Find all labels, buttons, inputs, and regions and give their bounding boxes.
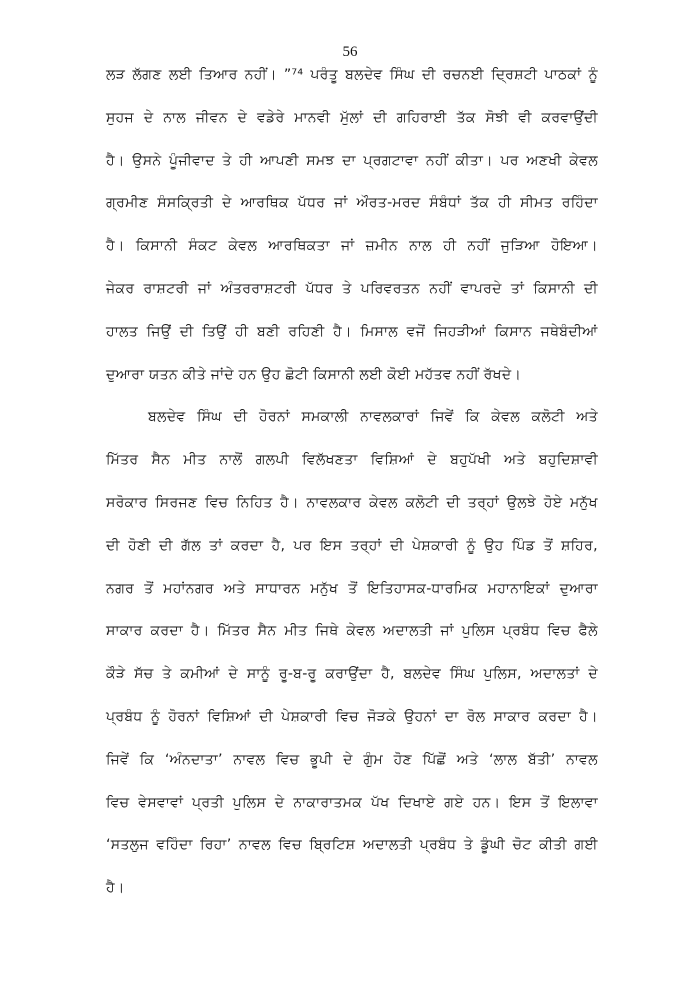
text-line: ਦੀ ਹੋਣੀ ਦੀ ਗੱਲ ਤਾਂ ਕਰਦਾ ਹੈ, ਪਰ ਇਸ ਤਰ੍ਹਾਂ ਦੀ ਪੇਸ਼ਕਾਰੀ ਨੂੰ ਉਹ ਪਿੰਡ ਤੋਂ ਸ਼ਹਿਰ, <box>106 537 598 554</box>
text-line: ਵਿਚ ਵੇਸਵਾਵਾਂ ਪ੍ਰਤੀ ਪੁਲਿਸ ਦੇ ਨਾਕਾਰਾਤਮਕ ਪੱਖ ਦਿਖਾਏ ਗਏ ਹਨ। ਇਸ ਤੋਂ ਇਲਾਵਾ <box>106 794 598 811</box>
page-number: 56 <box>342 44 358 60</box>
text-line: ਗ੍ਰਮੀਣ ਸੰਸਕ੍ਰਿਤੀ ਦੇ ਆਰਥਿਕ ਪੱਧਰ ਜਾਂ ਔਰਤ-ਮਰਦ ਸੰਬੰਧਾਂ ਤੱਕ ਹੀ ਸੀਮਤ ਰਹਿੰਦਾ <box>106 195 598 212</box>
text-line: ਪ੍ਰਬੰਧ ਨੂੰ ਹੋਰਨਾਂ ਵਿਸ਼ਿਆਂ ਦੀ ਪੇਸ਼ਕਾਰੀ ਵਿਚ ਜੋੜਕੇ ਉਹਨਾਂ ਦਾ ਰੋਲ ਸਾਕਾਰ ਕਰਦਾ ਹੈ। <box>106 708 598 725</box>
text-line: ‘ਸਤਲੁਜ ਵਹਿੰਦਾ ਰਿਹਾ’ ਨਾਵਲ ਵਿਚ ਬ੍ਰਿਟਿਸ਼ ਅਦਾਲਤੀ ਪ੍ਰਬੰਧ ਤੇ ਡੂੰਘੀ ਚੋਟ ਕੀਤੀ ਗਈ <box>106 837 598 854</box>
text-line: ਜਿਵੇਂ ਕਿ ‘ਅੰਨਦਾਤਾ’ ਨਾਵਲ ਵਿਚ ਭੂਪੀ ਦੇ ਗੁੰਮ ਹੋਣ ਪਿੱਛੋਂ ਅਤੇ ‘ਲਾਲ ਬੱਤੀ’ ਨਾਵਲ <box>106 751 598 768</box>
text-line: ਹਾਲਤ ਜਿਉਂ ਦੀ ਤਿਉਂ ਹੀ ਬਣੀ ਰਹਿਣੀ ਹੈ। ਮਿਸਾਲ ਵਜੋਂ ਜਿਹੜੀਆਂ ਕਿਸਾਨ ਜਥੇਬੰਦੀਆਂ <box>106 323 598 340</box>
text-line: ਹੈ। ਕਿਸਾਨੀ ਸੰਕਟ ਕੇਵਲ ਆਰਥਿਕਤਾ ਜਾਂ ਜ਼ਮੀਨ ਨਾਲ ਹੀ ਨਹੀਂ ਜੁੜਿਆ ਹੋਇਆ। <box>106 238 598 255</box>
text-line: ਨਗਰ ਤੋਂ ਮਹਾਂਨਗਰ ਅਤੇ ਸਾਧਾਰਨ ਮਨੁੱਖ ਤੋਂ ਇਤਿਹਾਸਕ-ਧਾਰਮਿਕ ਮਹਾਨਾਇਕਾਂ ਦੁਆਰਾ <box>106 580 598 597</box>
text-line: ਲੜ ਲੱਗਣ ਲਈ ਤਿਆਰ ਨਹੀਂ। ”⁷⁴ ਪਰੰਤੂ ਬਲਦੇਵ ਸਿੰਘ ਦੀ ਰਚਨਈ ਦ੍ਰਿਸ਼ਟੀ ਪਾਠਕਾਂ ਨੂੰ <box>106 67 598 83</box>
text-line: ਹੈ। <box>106 880 125 897</box>
text-line: ਬਲਦੇਵ ਸਿੰਘ ਦੀ ਹੋਰਨਾਂ ਸਮਕਾਲੀ ਨਾਵਲਕਾਰਾਂ ਜਿਵੇਂ ਕਿ ਕੇਵਲ ਕਲੋਟੀ ਅਤੇ <box>148 409 598 426</box>
text-line: ਜੇਕਰ ਰਾਸ਼ਟਰੀ ਜਾਂ ਅੰਤਰਰਾਸ਼ਟਰੀ ਪੱਧਰ ਤੇ ਪਰਿਵਰਤਨ ਨਹੀਂ ਵਾਪਰਦੇ ਤਾਂ ਕਿਸਾਨੀ ਦੀ <box>106 280 598 297</box>
paragraph-2 <box>106 402 598 916</box>
text-line: ਹੈ। ਉਸਨੇ ਪੂੰਜੀਵਾਦ ਤੇ ਹੀ ਆਪਣੀ ਸਮਝ ਦਾ ਪ੍ਰਗਟਾਵਾ ਨਹੀਂ ਕੀਤਾ। ਪਰ ਅਣਖੀ ਕੇਵਲ <box>106 152 598 169</box>
text-line: ਸਾਕਾਰ ਕਰਦਾ ਹੈ। ਮਿੱਤਰ ਸੈਨ ਮੀਤ ਜਿਥੇ ਕੇਵਲ ਅਦਾਲਤੀ ਜਾਂ ਪੁਲਿਸ ਪ੍ਰਬੰਧ ਵਿਚ ਫੈਲੇ <box>106 623 598 640</box>
paragraph-1 <box>106 60 598 402</box>
text-line: ਸਰੋਕਾਰ ਸਿਰਜਣ ਵਿਚ ਨਿਹਿਤ ਹੈ। ਨਾਵਲਕਾਰ ਕੇਵਲ ਕਲੋਟੀ ਦੀ ਤਰ੍ਹਾਂ ਉਲਝੇ ਹੋਏ ਮਨੁੱਖ <box>106 494 598 511</box>
text-line: ਮਿੱਤਰ ਸੈਨ ਮੀਤ ਨਾਲੋਂ ਗਲਪੀ ਵਿਲੱਖਣਤਾ ਵਿਸ਼ਿਆਂ ਦੇ ਬਹੁਪੱਖੀ ਅਤੇ ਬਹੁਦਿਸ਼ਾਵੀ <box>106 452 598 469</box>
text-line: ਸੁਹਜ ਦੇ ਨਾਲ ਜੀਵਨ ਦੇ ਵਡੇਰੇ ਮਾਨਵੀ ਮੁੱਲਾਂ ਦੀ ਗਹਿਰਾਈ ਤੱਕ ਸੋਝੀ ਵੀ ਕਰਵਾਉਂਦੀ <box>106 109 598 126</box>
document-body <box>106 60 598 916</box>
text-line: ਕੌੜੇ ਸੱਚ ਤੇ ਕਮੀਆਂ ਦੇ ਸਾਨੂੰ ਰੂ-ਬ-ਰੂ ਕਰਾਉਂਦਾ ਹੈ, ਬਲਦੇਵ ਸਿੰਘ ਪੁਲਿਸ, ਅਦਾਲਤਾਂ ਦੇ <box>106 666 598 683</box>
text-line: ਦੁਆਰਾ ਯਤਨ ਕੀਤੇ ਜਾਂਦੇ ਹਨ ਉਹ ਛੋਟੀ ਕਿਸਾਨੀ ਲਈ ਕੋਈ ਮਹੱਤਵ ਨਹੀਂ ਰੱਖਦੇ। <box>106 366 522 383</box>
